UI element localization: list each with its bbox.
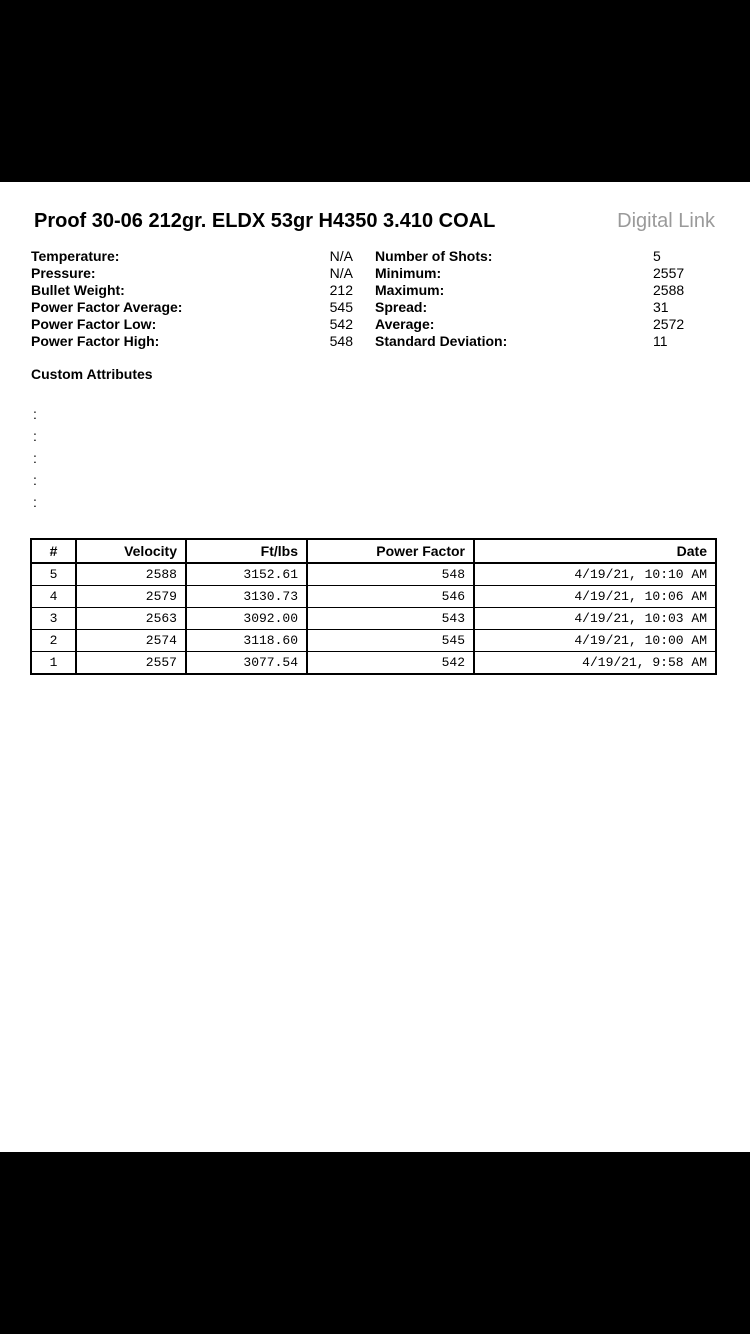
stat-value: 212	[329, 282, 353, 298]
shots-table	[30, 538, 717, 675]
cell-number: 1	[49, 655, 58, 670]
column-header-ftlbs: Ft/lbs	[186, 539, 307, 563]
table-row	[31, 630, 716, 652]
cell-date: 4/19/21, 10:00 AM	[474, 630, 716, 652]
cell-velocity: 2574	[76, 630, 186, 652]
cell-date: 4/19/21, 10:03 AM	[474, 608, 716, 630]
custom-attribute: :	[33, 406, 37, 422]
table-row	[31, 608, 716, 630]
stat-value: 5	[653, 248, 661, 264]
cell-number: 5	[31, 563, 76, 586]
stats-row	[0, 248, 750, 265]
stat-label: Temperature:	[31, 248, 120, 264]
stat-value: 11	[653, 333, 668, 349]
custom-attribute: :	[33, 472, 37, 488]
stat-value: N/A	[329, 248, 353, 264]
stat-value: N/A	[329, 265, 353, 281]
stat-label: Spread:	[375, 299, 428, 315]
stats-row	[0, 299, 750, 316]
cell-number: 2	[31, 630, 76, 652]
cell-velocity: 2579	[76, 586, 186, 608]
cell-ftlbs: 3118.60	[186, 630, 307, 652]
column-header-date: Date	[474, 539, 716, 563]
column-header-number: #	[31, 539, 76, 563]
stats-block	[0, 248, 750, 350]
stat-label: Pressure:	[31, 265, 96, 281]
stats-row	[0, 316, 750, 333]
report-title: Proof 30-06 212gr. ELDX 53gr H4350 3.410 COAL	[34, 210, 496, 232]
stat-label: Average:	[375, 316, 435, 332]
cell-number: 4	[31, 586, 76, 608]
report-page	[0, 182, 750, 1152]
custom-attributes-list	[33, 403, 37, 513]
stat-label: Power Factor High:	[31, 333, 160, 349]
cell-ftlbs: 3130.73	[186, 586, 307, 608]
stat-label: Standard Deviation:	[375, 333, 508, 349]
brand-label: Digital Link	[617, 210, 715, 232]
cell-ftlbs: 3077.54	[186, 652, 307, 675]
stat-value: 545	[329, 299, 353, 315]
table-row	[31, 652, 716, 675]
cell-power-factor: 546	[307, 586, 474, 608]
stats-row	[0, 265, 750, 282]
stat-value: 542	[329, 316, 353, 332]
cell-date: 4/19/21, 10:10 AM	[474, 563, 716, 586]
stat-label: Maximum:	[375, 282, 445, 298]
cell-velocity: 2563	[76, 608, 186, 630]
column-header-velocity: Velocity	[76, 539, 186, 563]
column-header-power-factor: Power Factor	[307, 539, 474, 563]
stats-row	[0, 282, 750, 299]
stat-label: Minimum:	[375, 265, 442, 281]
cell-date: 4/19/21, 9:58 AM	[474, 652, 716, 675]
cell-power-factor: 548	[307, 563, 474, 586]
stat-label: Power Factor Low:	[31, 316, 157, 332]
table-header-row	[31, 539, 716, 563]
cell-velocity: 2557	[76, 652, 186, 675]
cell-ftlbs: 3092.00	[186, 608, 307, 630]
stat-value: 2588	[653, 282, 685, 298]
cell-date: 4/19/21, 10:06 AM	[474, 586, 716, 608]
cell-power-factor: 543	[307, 608, 474, 630]
cell-velocity: 2588	[76, 563, 186, 586]
stat-value: 31	[653, 299, 669, 315]
stat-label: Number of Shots:	[375, 248, 493, 264]
stat-value: 2572	[653, 316, 685, 332]
cell-ftlbs: 3152.61	[186, 563, 307, 586]
cell-power-factor: 542	[307, 652, 474, 675]
custom-attribute: :	[33, 450, 37, 466]
stat-value: 2557	[653, 265, 685, 281]
table-row	[31, 586, 716, 608]
stat-label: Power Factor Average:	[31, 299, 183, 315]
cell-power-factor: 545	[307, 630, 474, 652]
custom-attribute: :	[33, 428, 37, 444]
stat-value: 548	[329, 333, 353, 349]
custom-attributes-title: Custom Attributes	[31, 366, 153, 382]
cell-number: 3	[31, 608, 76, 630]
stats-row	[0, 333, 750, 350]
stat-label: Bullet Weight:	[31, 282, 125, 298]
table-row	[31, 563, 716, 586]
custom-attribute: :	[33, 494, 37, 510]
